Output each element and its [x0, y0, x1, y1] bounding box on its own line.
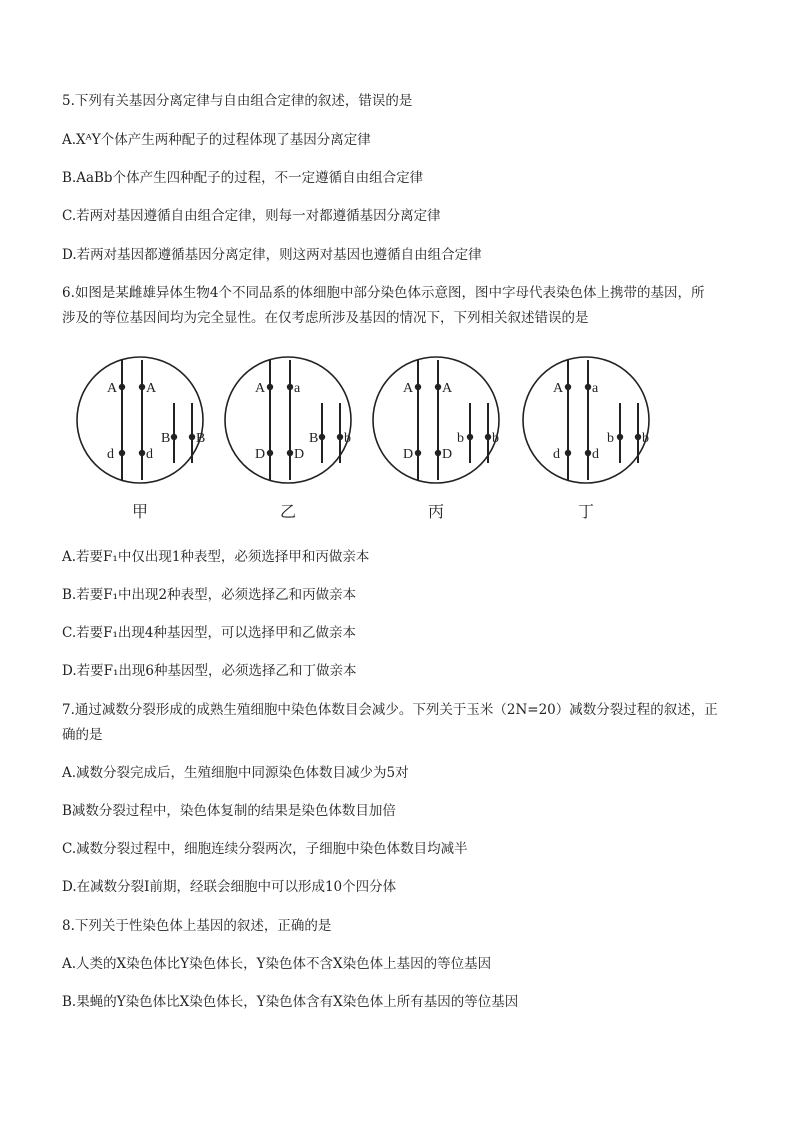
gene-locus-dot — [287, 450, 293, 456]
gene-label: a — [592, 381, 599, 396]
question-8-stem: 8.下列关于性染色体上基因的叙述，正确的是 — [62, 918, 332, 934]
question-7-option-a: A.减数分裂完成后，生殖细胞中同源染色体数目减少为5对 — [62, 765, 409, 781]
gene-locus-dot — [139, 450, 145, 456]
question-7-stem-line-1: 7.通过减数分裂形成的成熟生殖细胞中染色体数目会减少。下列关于玉米（2N=20）减数分裂过程的叙述，正 — [62, 702, 718, 718]
question-8-option-a: A.人类的X染色体比Y染色体长，Y染色体不含X染色体上基因的等位基因 — [62, 956, 492, 972]
gene-label: d — [146, 447, 153, 462]
gene-label: D — [294, 447, 305, 462]
question-6-option-c: C.若要F₁出现4种基因型，可以选择甲和乙做亲本 — [62, 625, 357, 641]
question-5-stem: 5.下列有关基因分离定律与自由组合定律的叙述，错误的是 — [62, 93, 413, 109]
gene-locus-dot — [287, 384, 293, 390]
gene-locus-dot — [119, 384, 125, 390]
gene-label: A — [442, 381, 453, 396]
gene-locus-dot — [267, 384, 273, 390]
gene-locus-dot — [585, 384, 591, 390]
gene-label: d — [107, 447, 114, 462]
question-6-option-a: A.若要F₁中仅出现1种表型，必须选择甲和丙做亲本 — [62, 549, 370, 565]
question-7-stem-line-2: 确的是 — [62, 727, 103, 743]
gene-label: b — [457, 431, 464, 446]
gene-locus-dot — [435, 450, 441, 456]
gene-label: a — [294, 381, 301, 396]
gene-locus-dot — [119, 450, 125, 456]
gene-label: b — [492, 431, 499, 446]
gene-label: B — [161, 431, 171, 446]
gene-locus-dot — [635, 434, 641, 440]
gene-locus-dot — [415, 450, 421, 456]
question-7-option-c: C.减数分裂过程中，细胞连续分裂两次，子细胞中染色体数目均减半 — [62, 841, 468, 857]
question-5-option-c: C.若两对基因遵循自由组合定律，则每一对都遵循基因分离定律 — [62, 208, 441, 224]
gene-label: d — [592, 447, 599, 462]
gene-locus-dot — [565, 384, 571, 390]
gene-locus-dot — [267, 450, 273, 456]
gene-locus-dot — [319, 434, 325, 440]
gene-locus-dot — [585, 450, 591, 456]
gene-locus-dot — [467, 434, 473, 440]
cell-label: 乙 — [279, 504, 297, 521]
question-7-option-d: D.在减数分裂Ⅰ前期，经联会细胞中可以形成10个四分体 — [62, 879, 397, 895]
cell-bing-outline — [373, 357, 499, 483]
question-5-option-d: D.若两对基因都遵循基因分离定律，则这两对基因也遵循自由组合定律 — [62, 247, 482, 263]
cell-label: 甲 — [131, 504, 149, 521]
gene-label: b — [344, 431, 351, 446]
gene-label: D — [255, 447, 266, 462]
gene-locus-dot — [171, 434, 177, 440]
gene-label: b — [607, 431, 614, 446]
gene-locus-dot — [485, 434, 491, 440]
gene-label: D — [403, 447, 414, 462]
gene-label: A — [403, 381, 414, 396]
question-7-option-b: B减数分裂过程中，染色体复制的结果是染色体数目加倍 — [62, 803, 396, 819]
question-6-stem-line-2: 涉及的等位基因间均为完全显性。在仅考虑所涉及基因的情况下，下列相关叙述错误的是 — [62, 310, 589, 326]
question-6-option-d: D.若要F₁出现6种基因型，必须选择乙和丁做亲本 — [62, 663, 357, 679]
cell-jia-outline — [77, 357, 206, 483]
cell-ding-outline — [523, 357, 649, 483]
question-6-option-b: B.若要F₁中出现2种表型，必须选择乙和丙做亲本 — [62, 587, 357, 603]
question-8-option-b: B.果蝇的Y染色体比X染色体长，Y染色体含有X染色体上所有基因的等位基因 — [62, 994, 519, 1010]
gene-locus-dot — [617, 434, 623, 440]
gene-locus-dot — [337, 434, 343, 440]
gene-label: A — [255, 381, 266, 396]
question-5-option-b: B.AaBb个体产生四种配子的过程，不一定遵循自由组合定律 — [62, 170, 424, 186]
cell-label: 丙 — [427, 504, 445, 521]
question-6-stem-line-1: 6.如图是某雌雄异体生物4个不同品系的体细胞中部分染色体示意图，图中字母代表染色体上携带的基因，所 — [62, 285, 705, 301]
gene-label: A — [553, 381, 564, 396]
gene-label: d — [553, 447, 560, 462]
gene-label: A — [107, 381, 118, 396]
gene-locus-dot — [415, 384, 421, 390]
gene-label: B — [196, 431, 206, 446]
gene-label: B — [309, 431, 319, 446]
question-5-option-a: A.XᴬY个体产生两种配子的过程体现了基因分离定律 — [62, 132, 371, 148]
gene-label: b — [642, 431, 649, 446]
gene-label: A — [146, 381, 157, 396]
chromosome-figure — [70, 345, 670, 525]
gene-locus-dot — [189, 434, 195, 440]
gene-locus-dot — [565, 450, 571, 456]
gene-locus-dot — [435, 384, 441, 390]
gene-label: D — [442, 447, 453, 462]
cell-yi-outline — [225, 357, 351, 483]
cell-label: 丁 — [577, 504, 595, 521]
gene-locus-dot — [139, 384, 145, 390]
